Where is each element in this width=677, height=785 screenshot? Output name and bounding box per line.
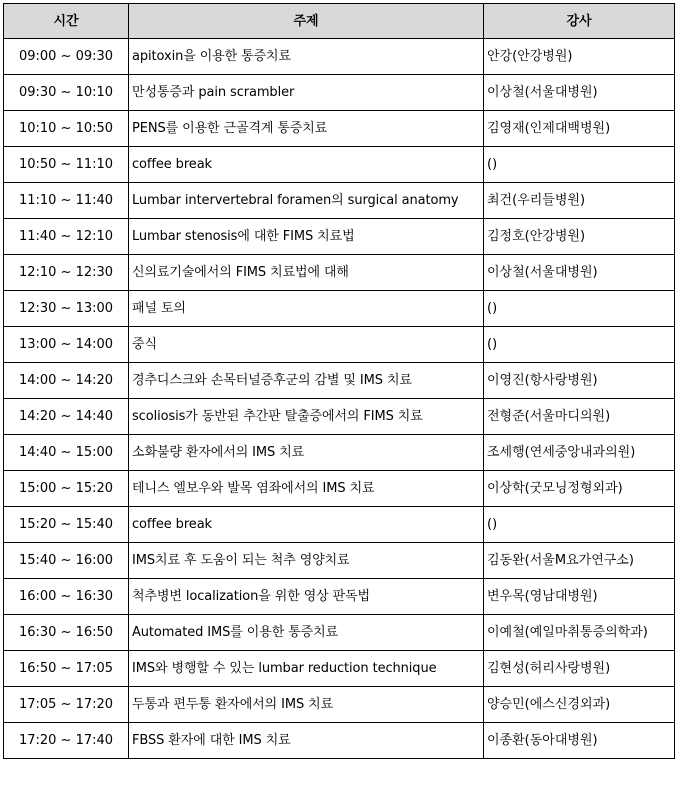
header-topic: 주제 [129,4,484,39]
time-cell: 12:10 ~ 12:30 [4,255,129,291]
time-cell: 11:10 ~ 11:40 [4,183,129,219]
speaker-cell: 이예철(예일마취통증의학과) [484,615,675,651]
time-cell: 12:30 ~ 13:00 [4,291,129,327]
speaker-cell: 이영진(항사랑병원) [484,363,675,399]
speaker-cell: () [484,327,675,363]
speaker-cell: 이종환(동아대병원) [484,723,675,759]
time-cell: 16:30 ~ 16:50 [4,615,129,651]
table-header [4,4,675,39]
speaker-cell: () [484,147,675,183]
speaker-cell: 조세행(연세중앙내과의원) [484,435,675,471]
table-row [4,471,675,507]
time-cell: 11:40 ~ 12:10 [4,219,129,255]
table-row [4,219,675,255]
speaker-cell: 이상철(서울대병원) [484,255,675,291]
speaker-cell: 안강(안강병원) [484,39,675,75]
time-cell: 14:00 ~ 14:20 [4,363,129,399]
header-time: 시간 [4,4,129,39]
topic-cell: 중식 [129,327,484,363]
table-row [4,687,675,723]
table-row [4,507,675,543]
table-row [4,327,675,363]
time-cell: 17:05 ~ 17:20 [4,687,129,723]
table-row [4,39,675,75]
topic-cell: coffee break [129,507,484,543]
speaker-cell: 이상철(서울대병원) [484,75,675,111]
time-cell: 15:20 ~ 15:40 [4,507,129,543]
speaker-cell: () [484,507,675,543]
time-cell: 15:00 ~ 15:20 [4,471,129,507]
topic-cell: 소화불량 환자에서의 IMS 치료 [129,435,484,471]
time-cell: 14:20 ~ 14:40 [4,399,129,435]
topic-cell: 경추디스크와 손목터널증후군의 감별 및 IMS 치료 [129,363,484,399]
time-cell: 09:00 ~ 09:30 [4,39,129,75]
table-body [4,39,675,759]
speaker-cell: 양승민(에스신경외과) [484,687,675,723]
speaker-cell: 최건(우리들병원) [484,183,675,219]
table-row [4,183,675,219]
schedule-table [3,3,675,759]
table-row [4,543,675,579]
topic-cell: Lumbar intervertebral foramen의 surgical anatomy [129,183,484,219]
time-cell: 10:10 ~ 10:50 [4,111,129,147]
topic-cell: 테니스 엘보우와 발목 염좌에서의 IMS 치료 [129,471,484,507]
speaker-cell: 김동완(서울M요가연구소) [484,543,675,579]
time-cell: 15:40 ~ 16:00 [4,543,129,579]
time-cell: 13:00 ~ 14:00 [4,327,129,363]
topic-cell: 패널 토의 [129,291,484,327]
table-row [4,363,675,399]
topic-cell: 만성통증과 pain scrambler [129,75,484,111]
speaker-cell: 변우목(영남대병원) [484,579,675,615]
speaker-cell: 김정호(안강병원) [484,219,675,255]
table-row [4,615,675,651]
time-cell: 14:40 ~ 15:00 [4,435,129,471]
table-row [4,75,675,111]
speaker-cell: 전형준(서울마디의원) [484,399,675,435]
topic-cell: Automated IMS를 이용한 통증치료 [129,615,484,651]
topic-cell: Lumbar stenosis에 대한 FIMS 치료법 [129,219,484,255]
topic-cell: coffee break [129,147,484,183]
table-row [4,579,675,615]
topic-cell: scoliosis가 동반된 추간판 탈출증에서의 FIMS 치료 [129,399,484,435]
speaker-cell: () [484,291,675,327]
table-row [4,399,675,435]
topic-cell: IMS와 병행할 수 있는 lumbar reduction technique [129,651,484,687]
topic-cell: 신의료기술에서의 FIMS 치료법에 대해 [129,255,484,291]
table-row [4,147,675,183]
table-row [4,435,675,471]
speaker-cell: 김영재(인제대백병원) [484,111,675,147]
speaker-cell: 김현성(허리사랑병원) [484,651,675,687]
time-cell: 17:20 ~ 17:40 [4,723,129,759]
table-row [4,111,675,147]
topic-cell: IMS치료 후 도움이 되는 척추 영양치료 [129,543,484,579]
topic-cell: PENS를 이용한 근골격계 통증치료 [129,111,484,147]
time-cell: 10:50 ~ 11:10 [4,147,129,183]
table-row [4,255,675,291]
table-row [4,291,675,327]
table-row [4,723,675,759]
table-row [4,651,675,687]
time-cell: 16:50 ~ 17:05 [4,651,129,687]
topic-cell: 척추병변 localization을 위한 영상 판독법 [129,579,484,615]
time-cell: 16:00 ~ 16:30 [4,579,129,615]
topic-cell: apitoxin을 이용한 통증치료 [129,39,484,75]
time-cell: 09:30 ~ 10:10 [4,75,129,111]
topic-cell: FBSS 환자에 대한 IMS 치료 [129,723,484,759]
header-speaker: 강사 [484,4,675,39]
speaker-cell: 이상학(굿모닝정형외과) [484,471,675,507]
header-row [4,4,675,39]
topic-cell: 두통과 편두통 환자에서의 IMS 치료 [129,687,484,723]
